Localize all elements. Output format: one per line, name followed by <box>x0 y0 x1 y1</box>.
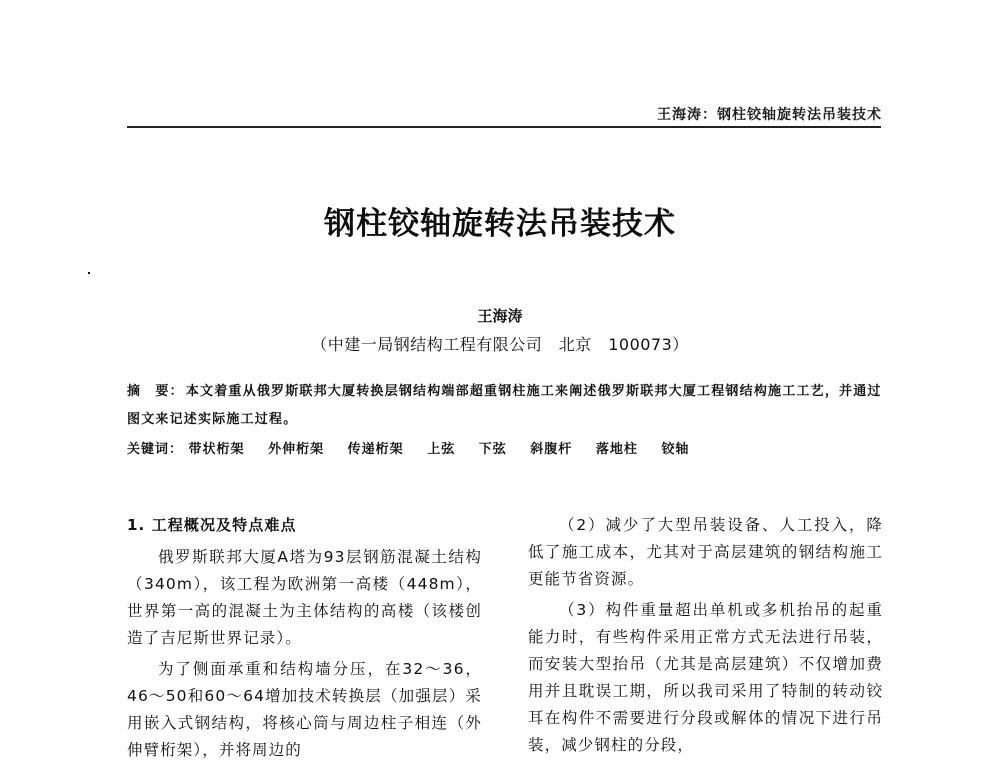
keyword: 下弦 <box>478 442 507 457</box>
abstract-label: 摘 要： <box>127 384 184 399</box>
body-paragraph: （3）构件重量超出单机或多机抬吊的起重能力时，有些构件采用正常方式无法进行吊装，而安装大型抬吊（尤其是高层建筑）不仅增加费用并且耽误工期，所以我司采用了特制的转动铰耳在构件不需要进行分段或解体的情况下进行吊装，减少钢柱的分段， <box>528 601 883 754</box>
keyword: 铰轴 <box>661 442 690 457</box>
body-paragraph: （2）减少了大型吊装设备、人工投入，降低了施工成本，尤其对于高层建筑的钢结构施工更能节省资源。 <box>528 516 883 588</box>
keyword: 传递桁架 <box>347 442 404 457</box>
author-affiliation: （中建一局钢结构工程有限公司 北京 100073） <box>311 335 689 354</box>
abstract <box>127 378 887 434</box>
body-paragraph: 俄罗斯联邦大厦A塔为93层钢筋混凝土结构（340m），该工程为欧洲第一高楼（448m），世界第一高的混凝土为主体结构的高楼（该楼创造了吉尼斯世界记录）。 <box>127 548 482 647</box>
section-heading: 1. 工程概况及特点难点 <box>127 516 297 534</box>
header-rule <box>127 126 881 128</box>
body-column-right <box>528 512 883 763</box>
author-name: 王海涛 <box>477 307 523 325</box>
keyword: 带状桁架 <box>188 442 245 457</box>
abstract-text: 本文着重从俄罗斯联邦大厦转换层钢结构端部超重钢柱施工来阐述俄罗斯联邦大厦工程钢结构施工工艺，并通过图文来记述实际施工过程。 <box>127 384 882 427</box>
keyword: 外伸桁架 <box>268 442 325 457</box>
keywords <box>127 438 887 457</box>
keyword: 上弦 <box>427 442 456 457</box>
body-paragraph: 为了侧面承重和结构墙分压，在32～36，46～50和60～64增加技术转换层（加强层）采用嵌入式钢结构，将核心筒与周边柱子相连（外伸臂桁架），并将周边的 <box>127 660 482 759</box>
keywords-label: 关键词： <box>127 442 184 457</box>
keyword: 落地柱 <box>595 442 638 457</box>
running-head: 王海涛：钢柱铰轴旋转法吊装技术 <box>657 107 882 123</box>
scan-speck <box>88 272 90 274</box>
body-column-left <box>127 512 482 768</box>
paper-title: 钢柱铰轴旋转法吊装技术 <box>324 206 676 242</box>
keyword: 斜腹杆 <box>530 442 573 457</box>
